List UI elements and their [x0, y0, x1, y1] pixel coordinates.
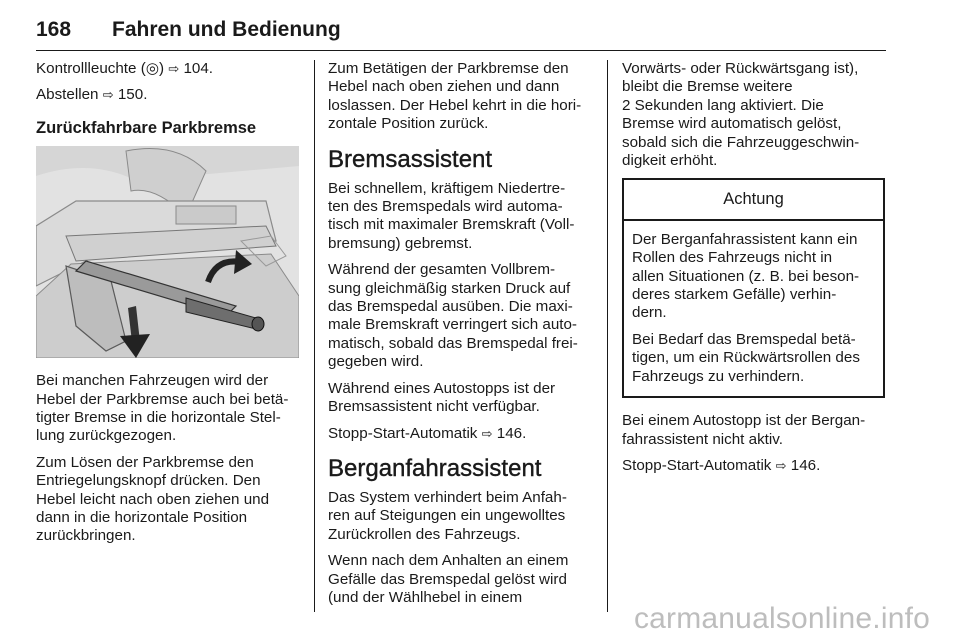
section-heading-parking-brake: Zurückfahrbare Parkbremse [36, 118, 257, 137]
warning-body [624, 221, 883, 396]
paragraph: Bei schnellem, kräftigem Niedertre- ten des Bremspedals wird automa- tisch mit maximaler Bremskraft (Voll- bremsung) gebremst. [328, 179, 575, 252]
arrow-right-icon: ⇨ [481, 425, 493, 441]
parking-brake-illustration [36, 146, 299, 358]
paragraph: Vorwärts- oder Rückwärtsgang ist), bleibt die Bremse weitere 2 Sekunden lang aktiviert. Die Bremse wird automatisch gelöst, sobald sich die Fahrzeuggeschwin- digkeit erhöht. [622, 60, 860, 170]
arrow-right-icon: ⇨ [775, 457, 787, 473]
header-rule [36, 50, 886, 51]
paragraph: Der Berganfahrassistent kann ein Rollen des Fahrzeugs nicht in allen Situationen (z. B. bei beson- deres starkem Gefälle) verhin- dern. [632, 230, 860, 322]
section-heading-brake-assist: Bremsassistent [328, 145, 493, 173]
column-2 [328, 60, 593, 615]
paragraph: Wenn nach dem Anhalten an einem Gefälle das Bremspedal gelöst wird (und der Wählhebel in einem [328, 552, 569, 606]
section-heading-hill-start-assist: Berganfahrassistent [328, 454, 542, 482]
arrow-right-icon: ⇨ [102, 87, 114, 103]
arrow-right-icon: ⇨ [168, 61, 180, 76]
column-divider [607, 60, 608, 612]
parking-reference: Abstellen ⇨ 150. [36, 86, 148, 104]
paragraph: Während der gesamten Vollbrem- sung gleichmäßig starken Druck auf das Bremspedal ausüben. Die maxi- male Bremskraft verringert sich auto- matisch, sobald das Bremspedal frei- gegeben wird. [328, 261, 578, 371]
stop-start-reference: Stopp-Start-Automatik ⇨ 146. [622, 456, 821, 474]
paragraph: Während eines Autostopps ist der Bremsassistent nicht verfügbar. [328, 379, 556, 416]
indicator-lamp-icon: (◎) [140, 60, 165, 77]
watermark: carmanualsonline.info [633, 602, 930, 635]
column-3 [622, 60, 887, 483]
paragraph: Das System verhindert beim Anfah- ren auf Steigungen ein ungewolltes Zurückrollen des Fahrzeugs. [328, 488, 567, 543]
paragraph: Zum Betätigen der Parkbremse den Hebel nach oben ziehen und dann loslassen. Der Hebel kehrt in die hori- zontale Position zurück. [328, 60, 582, 133]
chapter-title: Fahren und Bedienung [112, 18, 341, 41]
indicator-reference: Kontrollleuchte (◎) ⇨ 104. [36, 60, 214, 77]
column-divider [314, 60, 315, 612]
warning-title: Achtung [624, 180, 883, 220]
warning-box [622, 178, 885, 398]
stop-start-reference: Stopp-Start-Automatik ⇨ 146. [328, 424, 527, 442]
page-header [36, 18, 886, 46]
paragraph: Bei manchen Fahrzeugen wird der Hebel der Parkbremse auch bei betä- tigter Bremse in die horizontale Stel- lung zurückgezogen. [36, 372, 289, 445]
paragraph: Bei Bedarf das Bremspedal betä- tigen, um ein Rückwärtsrollen des Fahrzeugs zu verhindern. [632, 330, 860, 385]
page-number: 168 [36, 18, 72, 41]
column-1 [36, 60, 301, 554]
paragraph: Bei einem Autostopp ist der Bergan- fahrassistent nicht aktiv. [622, 412, 866, 448]
paragraph: Zum Lösen der Parkbremse den Entriegelungsknopf drücken. Den Hebel leicht nach oben ziehen und dann in die horizontale Position zurückbringen. [36, 453, 270, 545]
